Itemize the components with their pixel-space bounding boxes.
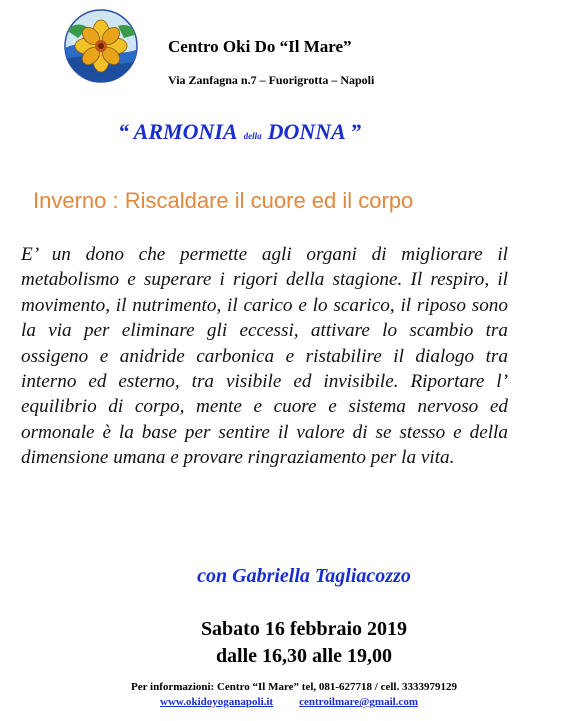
centro-logo	[58, 8, 144, 84]
event-description: E’ un dono che permette agli organi di migliorare il metabolismo e superare i rigori della stagione. Il respiro, il movimento, il nutrimento, il carico e lo scarico, il riposo sono la via per eliminare gli eccessi, attivare lo scambio tra ossigeno e anidride carbonica e ristabilire il dialogo tra interno ed esterno, tra visibile ed invisibile. Riportare l’ equilibrio di corpo, mente e cuore e sistema nervoso ed ormonale è la base per sentire il valore di se stesso e della dimensione umana e provare ringraziamento per la vita.	[21, 244, 508, 469]
org-address: Via Zanfagna n.7 – Fuorigrotta – Napoli	[168, 73, 375, 87]
event-time: dalle 16,30 alle 19,00	[215, 645, 393, 667]
contact-links	[0, 696, 568, 708]
website-link[interactable]: www.okidoyoganapoli.it	[160, 696, 274, 708]
flower-logo-icon	[58, 8, 144, 84]
event-title-open: “ ARMONIA	[118, 119, 238, 144]
event-title-close: DONNA ”	[267, 119, 362, 144]
contact-info: Per informazioni: Centro “Il Mare” tel, 081-627718 / cell. 3333979129	[131, 681, 457, 693]
presenter-name: con Gabriella Tagliacozzo	[197, 565, 411, 587]
org-name: Centro Oki Do “Il Mare”	[168, 37, 352, 56]
event-title-small: della	[243, 131, 262, 141]
season-subtitle: Inverno : Riscaldare il cuore ed il corpo	[33, 188, 414, 213]
email-link[interactable]: centroilmare@gmail.com	[299, 696, 418, 708]
event-date: Sabato 16 febbraio 2019	[200, 618, 408, 640]
event-title	[118, 119, 361, 145]
